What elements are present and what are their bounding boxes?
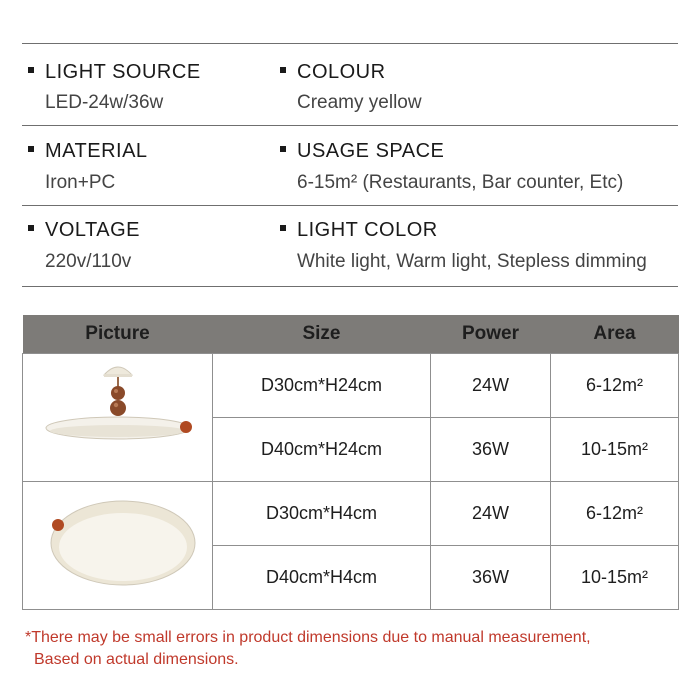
table-row <box>23 354 679 418</box>
table-row <box>23 482 679 546</box>
spec-label-light-source: LIGHT SOURCE <box>28 61 201 84</box>
footnote-line-2: Based on actual dimensions. <box>34 651 239 668</box>
spec-label-voltage: VOLTAGE <box>28 219 140 242</box>
spec-value-colour: Creamy yellow <box>297 92 422 113</box>
power-cell: 36W <box>431 546 551 610</box>
spec-value-material: Iron+PC <box>45 172 116 193</box>
power-cell: 36W <box>431 418 551 482</box>
power-cell: 24W <box>431 482 551 546</box>
size-cell: D40cm*H24cm <box>213 418 431 482</box>
divider-line <box>22 286 678 287</box>
area-cell: 10-15m² <box>551 546 679 610</box>
area-cell: 6-12m² <box>551 354 679 418</box>
bullet-icon <box>28 67 34 73</box>
header-area: Area <box>551 315 679 354</box>
spec-value-voltage: 220v/110v <box>45 251 132 272</box>
spec-label-material: MATERIAL <box>28 140 148 163</box>
product-image-pendant <box>23 354 213 482</box>
bullet-icon <box>28 146 34 152</box>
table-header-row <box>23 315 679 354</box>
spec-label-light-color: LIGHT COLOR <box>280 219 438 242</box>
area-cell: 6-12m² <box>551 482 679 546</box>
divider-line <box>22 205 678 206</box>
divider-line <box>22 125 678 126</box>
header-picture: Picture <box>23 315 213 354</box>
power-cell: 24W <box>431 354 551 418</box>
bullet-icon <box>280 225 286 231</box>
spec-label-usage-space: USAGE SPACE <box>280 140 444 163</box>
spec-value-light-color: White light, Warm light, Stepless dimming <box>297 251 647 272</box>
footnote <box>25 627 591 671</box>
header-power: Power <box>431 315 551 354</box>
bullet-icon <box>280 146 286 152</box>
divider-line <box>22 43 678 44</box>
product-table <box>22 315 679 610</box>
bullet-icon <box>280 67 286 73</box>
size-cell: D30cm*H24cm <box>213 354 431 418</box>
flush-mount-lamp-image <box>28 483 208 603</box>
spec-value-usage-space: 6-15m² (Restaurants, Bar counter, Etc) <box>297 172 624 193</box>
size-cell: D30cm*H4cm <box>213 482 431 546</box>
footnote-line-1: *There may be small errors in product dimensions due to manual measurement, <box>25 629 591 646</box>
spec-label-colour: COLOUR <box>280 61 386 84</box>
size-cell: D40cm*H4cm <box>213 546 431 610</box>
spec-value-light-source: LED-24w/36w <box>45 92 164 113</box>
product-image-flush <box>23 482 213 610</box>
bullet-icon <box>28 225 34 231</box>
header-size: Size <box>213 315 431 354</box>
area-cell: 10-15m² <box>551 418 679 482</box>
pendant-lamp-image <box>28 355 208 475</box>
